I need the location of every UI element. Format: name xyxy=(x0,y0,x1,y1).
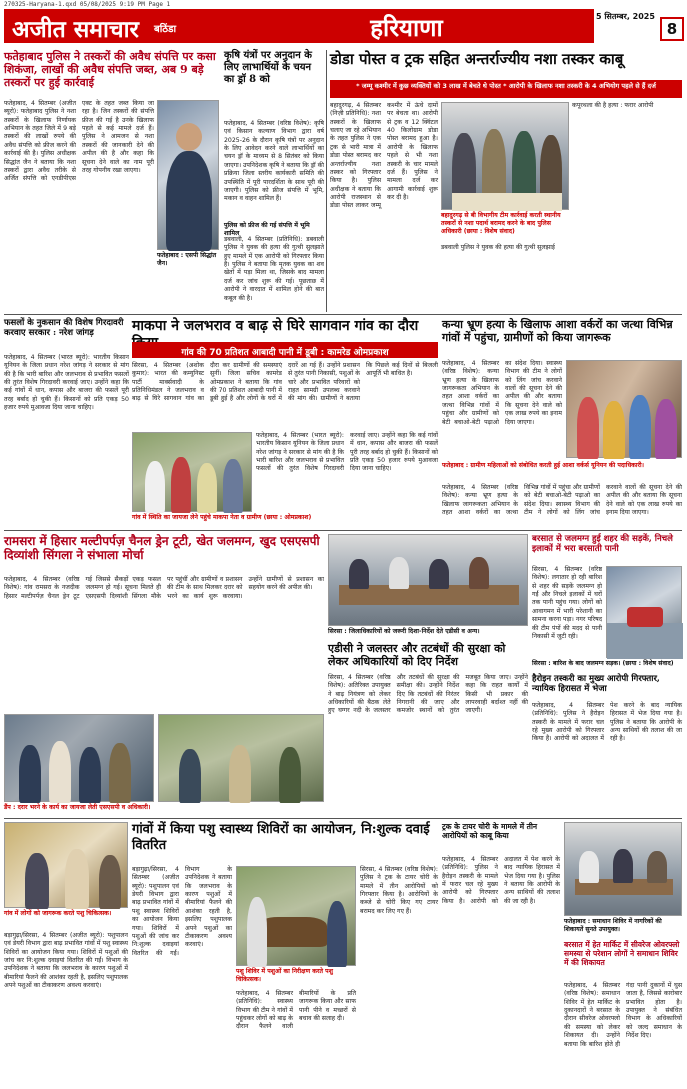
story-samadhan-body: फतेहाबाद, 4 सितम्बर (वरिष्ठ विशेष): समाधान शिविर में हेत मार्किट के दुकानदारों ने बरसात के दौरान सीवरेज ओवरफ्लो की समस्या को लेकर शिकायत दी। उन्होंने बताया कि बारिश होते ही गंदा पानी दुकानों में घुस जाता है, जिससे कारोबार प्रभावित होता है। उपायुक्त ने संबंधित विभाग के अधिकारियों को जल्द समाधान के निर्देश दिए। xyxy=(564,982,682,1048)
story-subsidy-body: फतेहाबाद, 4 सितम्बर (वरिष्ठ विशेष): कृषि एवं किसान कल्याण विभाग द्वारा वर्ष 2025-26 के दौरान कृषि यंत्रों पर अनुदान के लिए आवेदन करने वाले लाभार्थियों का चयन ड्रॉ के माध्यम से 8 सितंबर को किया जाएगा। उपनिदेशक कृषि ने बताया कि ड्रॉ की प्रक्रिया जिला स्तरीय कार्यकारी समिति की उपस्थिति में पूरी पारदर्शिता के साथ पूरी की जाएगी। पुलिस को फ्रीज संपत्ति में भूमि, मकान व वाहन शामिल हैं। xyxy=(224,120,324,203)
story-doda-banner: * जम्मू कश्मीर में कुछ व्यक्तियों को 3 लाख में बेचते थे पोस्त * आरोपी के खिलाफ नशा तस्करी के 4 अभियोग पहले से हैं दर्ज xyxy=(330,80,682,98)
newspaper-logo: अजीत समाचार xyxy=(4,9,219,43)
section-title: हरियाणा xyxy=(219,9,594,43)
story-doda-body-right: कपूरथला की है हत्या : फरार आरोपी xyxy=(572,102,654,109)
story-camps-body-left: बड़ागुढ़ा/सिरसा, 4 सितम्बर (अजीत ब्यूरो): पशुपालन एवं डेयरी विभाग द्वारा बाढ़ प्रभावित गांवों में पशु स्वास्थ्य शिविरों का आयोजन किया गया। शिविरों में पशुओं की जांच कर नि:शुल्क दवाइयां वितरित की गईं। विभाग के उपनिदेशक ने बताया कि जलभराव के कारण पशुओं में बीमारियां फैलने की आशंका रहती है, इसलिए पशुपालक अपने पशुओं का टीकाकरण अवश्य करवाएं। xyxy=(4,932,128,990)
asha-photo-caption: फतेहाबाद : ग्रामीण महिलाओं को संबोधित करती हुई आशा वर्कर्स यूनियन की पदाधिकारी। xyxy=(442,462,645,469)
drain-photo-caption: डैंप : दरार भरने के कार्य का जायजा लेती एसएसपी व अधिकारी। xyxy=(4,804,151,811)
story-fatehabad-headline-box xyxy=(4,50,222,98)
story-village-body: सिरसा, 4 सितम्बर (अशोक कुमार): भारत की कम्युनिस्ट पार्टी मार्क्सवादी के प्रतिनिधिमंडल ने जलभराव व बाढ़ से घिरे सागवान गांव का दौरा कर ग्रामीणों की समस्याएं सुनीं। जिला सचिव कामरेड ओमप्रकाश ने बताया कि गांव की 70 प्रतिशत आबादी पानी में डूबी हुई है और लोगों के घरों में दरारें आ गई हैं। उन्होंने प्रशासन से तुरंत पानी निकासी, पशुओं के चारे और प्रभावित परिवारों को राहत सामग्री उपलब्ध करवाने की मांग की। ग्रामीणों ने बताया कि पिछले कई दिनों से बिजली आपूर्ति भी बाधित है। xyxy=(132,362,438,403)
story-samadhan-headline: बरसात में हेत मार्किट में सीवरेज ओवरफ्लो समस्या से परेशान लोगों ने समाधान शिविर में की शिकायत xyxy=(564,940,680,967)
story-drain-headline-box xyxy=(4,534,324,574)
story-adc-body: सिरसा, 4 सितम्बर (वरिष्ठ विशेष): अतिरिक्त उपायुक्त ने बाढ़ नियंत्रण को लेकर अधिकारियों की बैठक लेते हुए घग्गर नदी के जलस्तर और तटबंधों की सुरक्षा की समीक्षा की। उन्होंने निर्देश दिए कि तटबंधों की निरंतर निगरानी की जाए और कमजोर स्थानों को तुरंत मजबूत किया जाए। उन्होंने कहा कि राहत कार्यों में किसी भी प्रकार की लापरवाही बर्दाश्त नहीं की जाएगी। xyxy=(328,674,528,715)
story-subsidy-headline-box xyxy=(224,50,324,118)
print-slug: 270325-Haryana-1.qxd 05/08/2025 9:19 PM Page 1 xyxy=(4,1,171,8)
story-tax-headline-box xyxy=(442,822,560,854)
story-camps-body-cont: फतेहाबाद, 4 सितम्बर (प्रतिनिधि): स्वास्थ्य विभाग की टीम ने गांवों में पहुंचकर लोगों को बाढ़ के दौरान फैलने वाली बीमारियों के प्रति जागरूक किया और साफ पानी पीने व मच्छरों से बचाव की सलाह दी। xyxy=(236,990,356,1031)
story-farmers-headline: फसलों के नुकसान की विशेष गिरदावरी करवाए सरकार : नरेश जांगड़ xyxy=(4,318,124,339)
story-samadhan-headline-box xyxy=(564,940,682,980)
story-subsidy-headline: कृषि यंत्रों पर अनुदान के लिए लाभार्थियों के चयन का ड्रॉ 8 को xyxy=(224,50,312,85)
story-village-headline-box xyxy=(132,318,438,342)
story-farmers-headline-box xyxy=(4,318,129,352)
story-drain-body: फतेहाबाद, 4 सितम्बर (वरिष्ठ विशेष): गांव रामसरा के नजदीक हिसार मल्टीपर्पज़ चैनल ड्रेन टूट गई जिससे सैकड़ों एकड़ फसल जलमग्न हो गई। सूचना मिलते ही एसएसपी दिव्यांशी सिंगला मौके पर पहुंचीं और ग्रामीणों व प्रशासन की टीम के साथ मिलकर दरार को भरने का कार्य शुरू करवाया। उन्होंने ग्रामीणों से प्रशासन का सहयोग करने की अपील की। xyxy=(4,576,324,600)
story-fatehabad-headline: फतेहाबाद पुलिस ने तस्करों की अवैध संपत्ति पर कसा शिकंजा, लाखों की अवैध संपत्ति जब्त, अब 9 बड़े तस्करों पर हुई कार्रवाई xyxy=(4,50,216,90)
story-heroin-headline-box xyxy=(532,674,682,700)
flooded-road-photo xyxy=(606,566,682,658)
story-awareness-body-cont: फतेहाबाद, 4 सितम्बर (वरिष्ठ विशेष): कन्या भ्रूण हत्या के खिलाफ जागरूकता अभियान के तहत आशा वर्करों का जत्था विभिन्न गांवों में पहुंचा और ग्रामीणों को बेटी बचाओ-बेटी पढ़ाओ का संदेश दिया। स्वास्थ्य विभाग की टीम ने लोगों को लिंग जांच करवाने वालों की सूचना देने की अपील की और बताया कि सूचना देने वाले को एक लाख रुपये का इनाम दिया जाएगा। xyxy=(442,484,682,517)
village-photo-caption: गांव में स्थिति का जायजा लेने पहुंचे माकपा नेता व ग्रामीण (छाया : ओमप्रकाश) xyxy=(132,514,312,521)
story-dabwali-body: डबवाली, 4 सितम्बर (प्रतिनिधि): डबवाली पुलिस ने युवक की हत्या की गुत्थी सुलझाते हुए मामले में एक आरोपी को गिरफ्तार किया है। पुलिस ने बताया कि मृतक युवक का शव खेतों में पड़ा मिला था, जिसके बाद मामला दर्ज कर जांच शुरू की गई। पूछताछ में आरोपी ने वारदात में शामिल होने की बात कबूल की है। xyxy=(224,236,324,302)
story-awareness-headline-box xyxy=(442,318,682,358)
issue-date: 5 सितम्बर, 2025 xyxy=(596,12,655,21)
story-awareness-headline: कन्या भ्रूण हत्या के खिलाफ आशा वर्करों का जत्था विभिन्न गांवों में पहुंचा, ग्रामीणों को किया जागरूक xyxy=(442,318,673,345)
section-divider xyxy=(4,314,682,315)
story-village-headline: माकपा ने जलभराव व बाढ़ से घिरे सागवान गांव का दौरा xyxy=(132,318,419,334)
drain-work-photo xyxy=(158,714,324,802)
samadhan-camp-photo xyxy=(564,822,682,916)
doda-seizure-photo xyxy=(441,102,569,210)
doda-photo-caption: बहादुरगढ़ से बी विभागीय टीम कार्रवाई करती स्थानीय तस्करों से नशा पदार्थ बरामद करने के बाद पुलिस अधिकारी (छाया : विशेष संवाद) xyxy=(441,212,561,235)
story-tax-body: फतेहाबाद, 4 सितम्बर (प्रतिनिधि): पुलिस ने हैरोइन तस्करी के मामले में फरार चल रहे मुख्य आरोपी को गिरफ्तार किया है। आरोपी को अदालत में पेश करने के बाद न्यायिक हिरासत में भेज दिया गया है। पुलिस ने बताया कि आरोपी के अन्य साथियों की तलाश की जा रही है। xyxy=(442,856,560,905)
story-fatehabad-body: फतेहाबाद, 4 सितम्बर (अजीत ब्यूरो): फतेहाबाद पुलिस ने नशा तस्करों के खिलाफ निर्णायक अभियान के तहत जिले में 9 बड़े तस्करों की लाखों रुपये की अवैध संपत्ति को फ्रीज करने की कार्रवाई की है। पुलिस अधीक्षक सिद्धांत जैन ने बताया कि नशा तस्करों द्वारा अवैध तरीके से अर्जित संपत्ति को एनडीपीएस एक्ट के तहत जब्त किया जा रहा है। जिन तस्करों की संपत्ति फ्रीज की गई है उनके खिलाफ पहले से कई मामले दर्ज हैं। पुलिस ने आमजन से नशा तस्करों की जानकारी देने की अपील की है और कहा कि सूचना देने वाले का नाम पूरी तरह गोपनीय रखा जाएगा। xyxy=(4,100,154,183)
drain-breach-photo xyxy=(4,714,154,802)
story-adc-headline-box xyxy=(328,642,528,672)
story-camps-headline: गांवों में किया पशु स्वास्थ्य शिविरों का आयोजन, नि:शुल्क दवाई वितरित xyxy=(132,822,430,853)
story-heroin-headline: हैरोइन तस्करी का मुख्य आरोपी गिरफ्तार, न्यायिक हिरासत में भेजा xyxy=(532,674,660,695)
story-awareness-body: फतेहाबाद, 4 सितम्बर (वरिष्ठ विशेष): कन्या भ्रूण हत्या के खिलाफ जागरूकता अभियान के तहत आशा वर्करों का जत्था विभिन्न गांवों में पहुंचा और ग्रामीणों को बेटी बचाओ-बेटी पढ़ाओ का संदेश दिया। स्वास्थ्य विभाग की टीम ने लोगों को लिंग जांच करवाने वालों की सूचना देने की अपील की और बताया कि सूचना देने वाले को एक लाख रुपये का इनाम दिया जाएगा। xyxy=(442,360,562,426)
story-camps-body-right: सिरसा, 4 सितम्बर (वरिष्ठ विशेष): पुलिस ने ट्रक के टायर चोरी के मामले में तीन आरोपियों को गिरफ्तार किया है। आरोपियों के कब्जे से चोरी किए गए टायर बरामद कर लिए गए हैं। xyxy=(360,866,438,915)
story-heroin-body: फतेहाबाद, 4 सितम्बर (प्रतिनिधि): पुलिस ने हैरोइन तस्करी के मामले में फरार चल रहे मुख्य आरोपी को गिरफ्तार किया है। आरोपी को अदालत में पेश करने के बाद न्यायिक हिरासत में भेज दिया गया है। पुलिस ने बताया कि आरोपी के अन्य साथियों की तलाश की जा रही है। xyxy=(532,702,682,743)
story-doda-body-cont: डबवाली पुलिस ने युवक की हत्या की गुत्थी सुलझाई xyxy=(441,244,555,251)
page-number: 8 xyxy=(660,17,684,41)
sp-portrait-photo xyxy=(157,100,219,250)
masthead xyxy=(4,9,684,45)
village-flood-photo xyxy=(132,432,252,512)
story-doda-headline-box xyxy=(330,50,682,80)
story-tax-headline: ट्रक के टायर चोरी के मामले में तीन आरोपियों को काबू किया xyxy=(442,822,538,840)
asha-workers-photo xyxy=(566,360,682,458)
story-camps-headline-box xyxy=(132,822,438,864)
story-roads-body: सिरसा, 4 सितम्बर (वरिष्ठ विशेष): लगातार हो रही बारिश से शहर की सड़कें जलमग्न हो गईं और निचले इलाकों में घरों तक पानी पहुंच गया। लोगों को आवागमन में भारी परेशानी का सामना करना पड़ा। नगर परिषद की टीम पंपों की मदद से पानी निकासी में जुटी रही। xyxy=(532,566,602,640)
story-roads-headline-box xyxy=(532,534,682,564)
vet-awareness-photo xyxy=(4,822,128,908)
road-photo-caption: सिरसा : बारिश के बाद जलमग्न सड़क। (छाया : विशेष संवाद) xyxy=(532,660,674,667)
story-village-subhead: गांव की 70 प्रतिशत आबादी पानी में डूबी : कामरेड ओमप्रकाश xyxy=(132,342,438,358)
story-drain-headline: रामसरा में हिसार मल्टीपर्पज़ चैनल ड्रेन टूटी, खेत जलमग्न, खुद एसएसपी दिव्यांशी सिंगला ने संभाला मोर्चा xyxy=(4,534,320,563)
vet-camp-photo xyxy=(236,866,356,966)
story-village-body-cont: फतेहाबाद, 4 सितम्बर (भारत ब्यूरो): भारतीय किसान यूनियन के जिला प्रधान नरेश जांगड़ ने सरकार से मांग की है कि भारी बारिश और जलभराव से प्रभावित फसलों की तुरंत विशेष गिरदावरी करवाई जाए। उन्होंने कहा कि कई गांवों में धान, कपास और बाजरा की फसलें पूरी तरह बर्बाद हो चुकी हैं। किसानों को प्रति एकड़ 50 हजार रुपये मुआवजा दिया जाना चाहिए। xyxy=(256,432,438,473)
story-doda-headline: डोडा पोस्त व ट्रक सहित अन्तर्राज्यीय नशा तस्कर काबू xyxy=(330,50,624,68)
vet-photo-caption-1: गांव में लोगों को जागरूक करते पशु चिकित्सक। xyxy=(4,910,112,917)
story-subsidy-subhead: पुलिस को फ्रीज की गई संपत्ति में भूमि शामिल xyxy=(224,222,310,237)
adc-photo-caption: सिरसा : जिलाधिकारियों को जरूरी दिशा-निर्देश देते एडीसी व अन्य। xyxy=(328,628,480,635)
story-farmers-body: फतेहाबाद, 4 सितम्बर (भारत ब्यूरो): भारतीय किसान यूनियन के जिला प्रधान नरेश जांगड़ ने सरकार से मांग की है कि भारी बारिश और जलभराव से प्रभावित फसलों की तुरंत विशेष गिरदावरी करवाई जाए। उन्होंने कहा कि कई गांवों में धान, कपास और बाजरा की फसलें पूरी तरह बर्बाद हो चुकी हैं। किसानों को प्रति एकड़ 50 हजार रुपये मुआवजा दिया जाना चाहिए। xyxy=(4,354,129,412)
story-doda-body: बहादुरगढ़, 4 सितम्बर (निज़ी प्रतिनिधि): नशा तस्करों के खिलाफ चलाए जा रहे अभियान के तहत पुलिस ने एक ट्रक से भारी मात्रा में डोडा पोस्त बरामद कर अन्तर्राज्यीय नशा तस्कर को गिरफ्तार किया है। पुलिस अधीक्षक ने बताया कि आरोपी राजस्थान से डोडा पोस्त लाकर जम्मू कश्मीर में ऊंचे दामों पर बेचता था। आरोपी से ट्रक व 12 क्विंटल 40 किलोग्राम डोडा पोस्त बरामद हुआ है। आरोपी के खिलाफ पहले से भी नशा तस्करी के चार मामले दर्ज हैं। पुलिस ने मामला दर्ज कर आगामी कार्रवाई शुरू कर दी है। xyxy=(330,102,438,210)
column-divider xyxy=(326,50,327,312)
section-divider-2 xyxy=(4,530,682,531)
vet-photo-caption-2: पशु शिविर में पशुओं का निरीक्षण करते पशु चिकित्सक। xyxy=(236,968,333,983)
adc-meeting-photo xyxy=(328,534,528,626)
edition-label: बठिंडा xyxy=(154,24,177,35)
story-camps-body: बड़ागुढ़ा/सिरसा, 4 सितम्बर (अजीत ब्यूरो): पशुपालन एवं डेयरी विभाग द्वारा बाढ़ प्रभावित गांवों में पशु स्वास्थ्य शिविरों का आयोजन किया गया। शिविरों में पशुओं की जांच कर नि:शुल्क दवाइयां वितरित की गईं। विभाग के उपनिदेशक ने बताया कि जलभराव के कारण पशुओं में बीमारियां फैलने की आशंका रहती है, इसलिए पशुपालक अपने पशुओं का टीकाकरण अवश्य करवाएं। xyxy=(132,866,232,957)
sp-portrait-caption: फतेहाबाद : एसपी सिद्धांत जैन। xyxy=(157,252,217,267)
story-adc-headline: एडीसी ने जलस्तर और तटबंधों की सुरक्षा को लेकर अधिकारियों को दिए निर्देश xyxy=(328,642,506,669)
section-divider-3 xyxy=(4,818,682,819)
samadhan-photo-caption: फतेहाबाद : समाधान शिविर में नागरिकों की शिकायतें सुनते उपायुक्त। xyxy=(564,918,662,933)
story-roads-headline: बरसात से जलमग्न हुई शहर की सड़कें, निचले इलाकों में भरा बरसाती पानी xyxy=(532,534,673,555)
